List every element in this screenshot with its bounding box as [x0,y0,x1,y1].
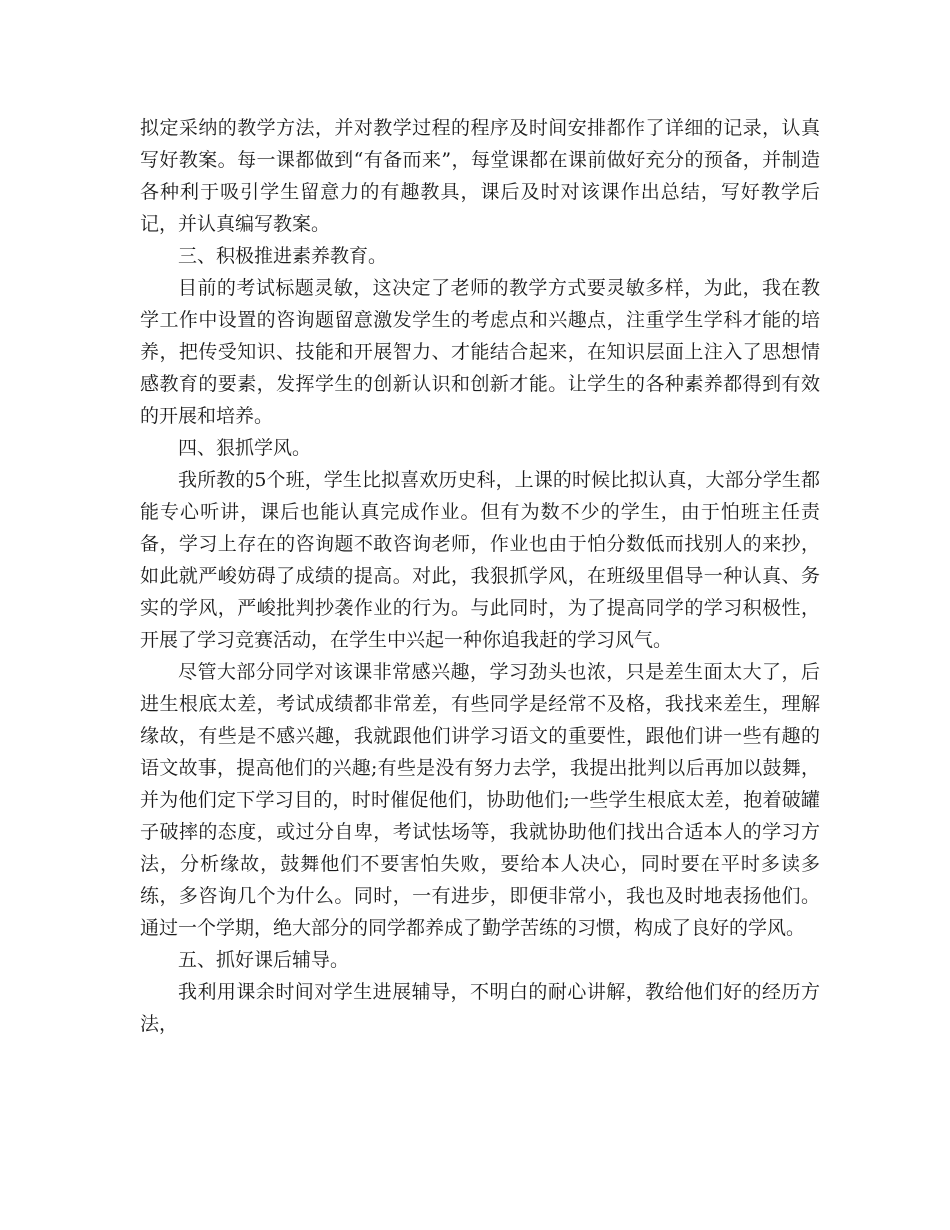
section-heading-quality-education: 三、积极推进素养教育。 [178,245,388,267]
paragraph-study-style: 我所教的5个班，学生比拟喜欢历史科，上课的时候比拟认真，大部分学生都能专心听讲，课后也能认真完成作业。但有为数不少的学生，由于怕班主任责备，学习上存在的咨询题不敢咨询老师，作业也由于怕分数低而找别人的来抄，如此就严峻妨碍了成绩的提高。对此，我狠抓学风，在班级里倡导一种认真、务实的学风，严峻批判抄袭作业的行为。与此同时，为了提高同学的学习积极性，开展了学习竞赛活动，在学生中兴起一种你追我赶的学习风气。 [140,469,820,651]
paragraph-teaching-plan: 拟定采纳的教学方法，并对教学过程的程序及时间安排都作了详细的记录，认真写好教案。每一课都做到“有备而来”，每堂课都在课前做好充分的预备，并制造各种利于吸引学生留意力的有趣教具，课后及时对该课作出总结，写好教学后记，并认真编写教案。 [140,117,820,235]
paragraph-quality-education: 目前的考试标题灵敏，这决定了老师的教学方式要灵敏多样，为此，我在教学工作中设置的咨询题留意激发学生的考虑点和兴趣点，注重学生学科才能的培养，把传受知识、技能和开展智力、才能结合起来，在知识层面上注入了思想情感教育的要素，发挥学生的创新认识和创新才能。让学生的各种素养都得到有效的开展和培养。 [140,277,820,427]
section-heading-after-class-tutoring: 五、抓好课后辅导。 [178,949,350,971]
section-heading-study-style: 四、狠抓学风。 [178,437,312,459]
paragraph-after-class-tutoring: 我利用课余时间对学生进展辅导，不明白的耐心讲解，教给他们好的经历方法， [140,981,820,1035]
document-body [140,112,820,1040]
paragraph-weak-students: 尽管大部分同学对该课非常感兴趣，学习劲头也浓，只是差生面太大了，后进生根底太差，考试成绩都非常差，有些同学是经常不及格，我找来差生，理解缘故，有些是不感兴趣，我就跟他们讲学习语文的重要性，跟他们讲一些有趣的语文故事，提高他们的兴趣;有些是没有努力去学，我提出批判以后再加以鼓舞，并为他们定下学习目的，时时催促他们，协助他们;一些学生根底太差，抱着破罐子破摔的态度，或过分自卑，考试怯场等，我就协助他们找出合适本人的学习方法，分析缘故，鼓舞他们不要害怕失败，要给本人决心，同时要在平时多读多练，多咨询几个为什么。同时，一有进步，即便非常小，我也及时地表扬他们。通过一个学期，绝大部分的同学都养成了勤学苦练的习惯，构成了良好的学风。 [140,661,820,939]
